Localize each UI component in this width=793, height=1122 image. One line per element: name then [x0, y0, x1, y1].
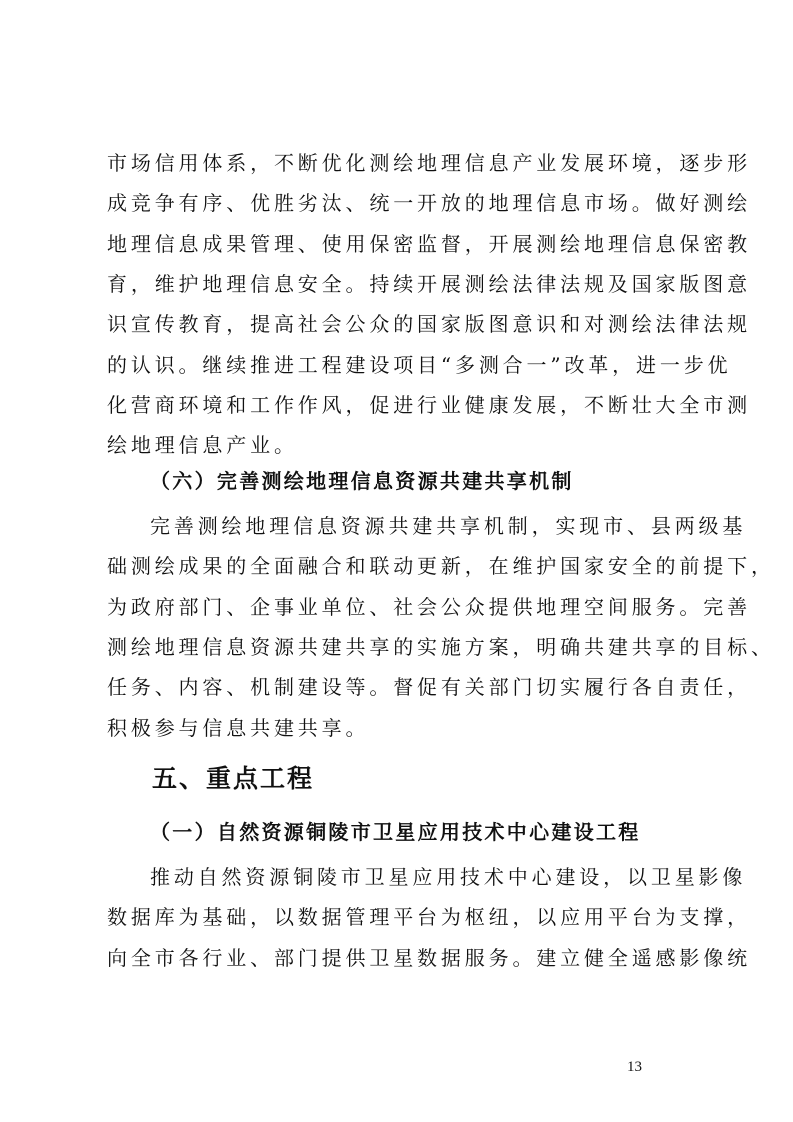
paragraph-line: 识宣传教育，提高社会公众的国家版图意识和对测绘法律法规 — [107, 312, 751, 336]
paragraph-line: 的认识。继续推进工程建设项目“多测合一”改革，进一步优 — [107, 353, 732, 377]
paragraph-line: 成竞争有序、优胜劣汰、统一开放的地理信息市场。做好测绘 — [107, 191, 751, 215]
paragraph-line: 绘地理信息产业。 — [107, 433, 298, 457]
paragraph-line: 完善测绘地理信息资源共建共享机制，实现市、县两级基 — [150, 514, 747, 538]
paragraph-line: 测绘地理信息资源共建共享的实施方案，明确共建共享的目标、 — [107, 635, 775, 659]
paragraph-line: 为政府部门、企事业单位、社会公众提供地理空间服务。完善 — [107, 595, 751, 619]
subheading: （一）自然资源铜陵市卫星应用技术中心建设工程 — [150, 820, 641, 844]
paragraph-line: 数据库为基础，以数据管理平台为枢纽，以应用平台为支撑， — [107, 905, 751, 929]
paragraph-line: 任务、内容、机制建设等。督促有关部门切实履行各自责任， — [107, 675, 751, 699]
paragraph-line: 育，维护地理信息安全。持续开展测绘法律法规及国家版图意 — [107, 272, 751, 296]
paragraph-line: 向全市各行业、部门提供卫星数据服务。建立健全遥感影像统 — [107, 946, 751, 970]
paragraph-line: 化营商环境和工作作风，促进行业健康发展，不断壮大全市测 — [107, 393, 751, 417]
subheading: （六）完善测绘地理信息资源共建共享机制 — [150, 469, 574, 493]
paragraph-line: 市场信用体系，不断优化测绘地理信息产业发展环境，逐步形 — [107, 151, 751, 175]
section-heading: 五、重点工程 — [152, 764, 315, 793]
paragraph-line: 积极参与信息共建共享。 — [107, 716, 370, 740]
page-number: 13 — [627, 1059, 642, 1075]
paragraph-line: 推动自然资源铜陵市卫星应用技术中心建设，以卫星影像 — [150, 865, 747, 889]
paragraph-line: 础测绘成果的全面融合和联动更新，在维护国家安全的前提下， — [107, 554, 775, 578]
paragraph-line: 地理信息成果管理、使用保密监督，开展测绘地理信息保密教 — [107, 232, 751, 256]
